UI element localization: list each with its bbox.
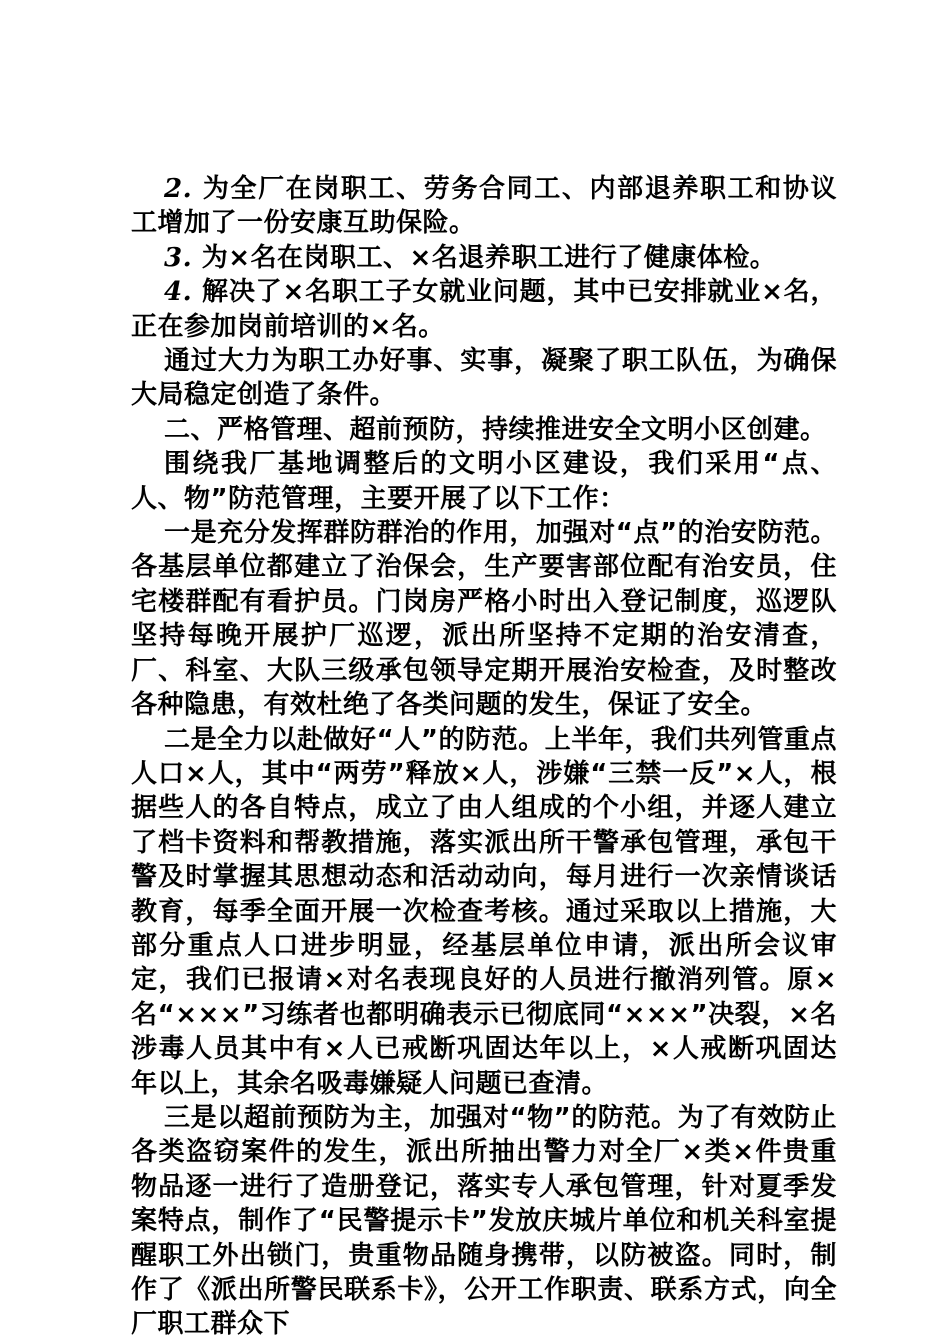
paragraph-text: 解决了×名职工子女就业问题，其中已安排就业×名，正在参加岗前培训的×名。 bbox=[131, 277, 837, 342]
paragraph-text: 一是充分发挥群防群治的作用，加强对“点”的治安防范。各基层单位都建立了治保会，生产要害部位配有治安员，住宅楼群配有看护员。门岗房严格小时出入登记制度，巡逻队坚持每晚开展护厂巡逻，派出所坚持不定期的治安清查，厂、科室、大队三级承包领导定期开展治安检查，及时整改各种隐患，有效杜绝了各类问题的发生，保证了安全。 bbox=[131, 518, 837, 721]
document-body bbox=[131, 172, 837, 1342]
paragraph-number: 2. bbox=[164, 174, 193, 204]
paragraph-text: 为全厂在岗职工、劳务合同工、内部退养职工和协议工增加了一份安康互助保险。 bbox=[131, 174, 837, 239]
paragraph-text: 通过大力为职工办好事、实事，凝聚了职工队伍，为确保大局稳定创造了条件。 bbox=[131, 346, 837, 411]
section-heading-text: 二、严格管理、超前预防，持续推进安全文明小区创建。 bbox=[164, 414, 827, 445]
paragraph-item-2 bbox=[131, 172, 837, 241]
paragraph-item-4 bbox=[131, 275, 837, 344]
paragraph-point-2 bbox=[131, 723, 837, 1101]
paragraph-text: 为×名在岗职工、×名退养职工进行了健康体检。 bbox=[192, 242, 777, 273]
paragraph-item-3 bbox=[131, 241, 837, 275]
paragraph-text: 二是全力以赴做好“人”的防范。上半年，我们共列管重点人口×人，其中“两劳”释放×人，涉嫌“三禁一反”×人，根据些人的各自特点，成立了由人组成的个小组，并逐人建立了档卡资料和帮教措施，落实派出所干警承包管理，承包干警及时掌握其思想动态和活动动向，每月进行一次亲情谈话教育，每季全面开展一次检查考核。通过采取以上措施，大部分重点人口进步明显，经基层单位申请，派出所会议审定，我们已报请×对名表现良好的人员进行撤消列管。原×名“×××”习练者也都明确表示已彻底同“×××”决裂，×名涉毒人员其中有×人已戒断巩固达年以上，×人戒断巩固达年以上，其余名吸毒嫌疑人问题已查清。 bbox=[131, 724, 837, 1099]
paragraph-summary bbox=[131, 344, 837, 413]
paragraph-number: 3. bbox=[164, 242, 193, 273]
paragraph-number: 4. bbox=[164, 277, 193, 308]
section-heading-2 bbox=[131, 413, 837, 447]
paragraph-text: 三是以超前预防为主，加强对“物”的防范。为了有效防止各类盗窃案件的发生，派出所抽出警力对全厂×类×件贵重物品逐一进行了造册登记，落实专人承包管理，针对夏季发案特点，制作了“民警提示卡”发放庆城片单位和机关科室提醒职工外出锁门，贵重物品随身携带，以防被盗。同时，制作了《派出所警民联系卡》，公开工作职责、联系方式，向全厂职工群众下 bbox=[131, 1102, 837, 1340]
paragraph-point-3 bbox=[131, 1101, 837, 1342]
paragraph-point-1 bbox=[131, 516, 837, 722]
paragraph-intro bbox=[131, 447, 837, 516]
paragraph-text: 围绕我厂基地调整后的文明小区建设，我们采用“点、人、物”防范管理，主要开展了以下工作： bbox=[131, 449, 837, 514]
